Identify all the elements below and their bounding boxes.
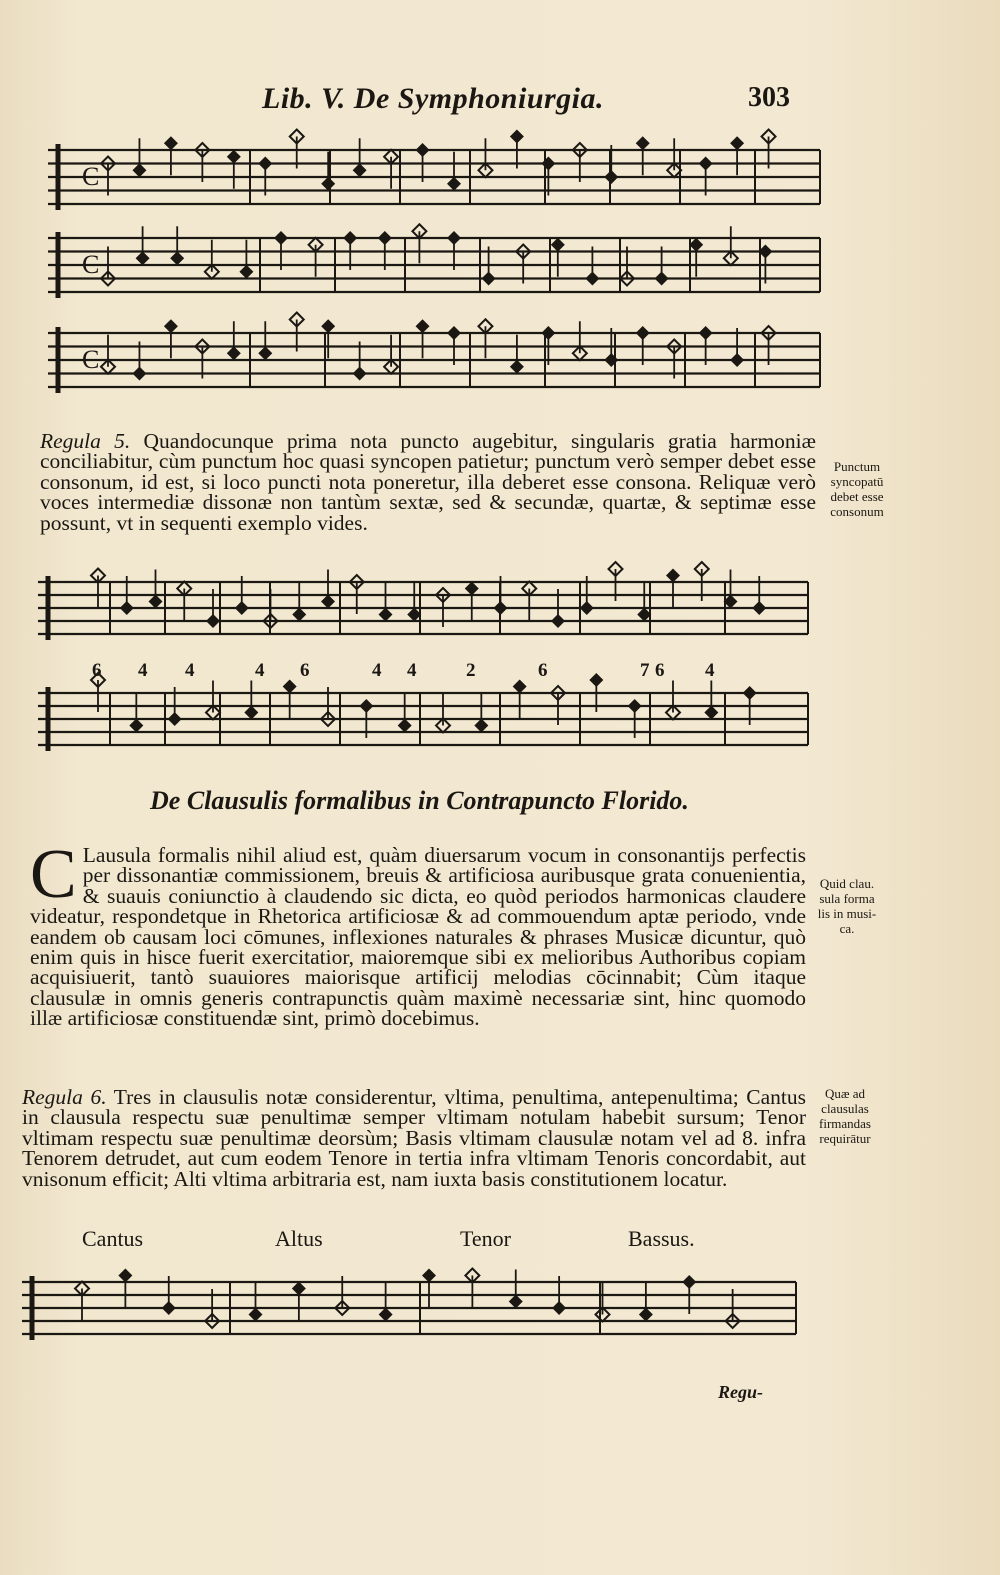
margin-note-3-line: requirātur [819,1131,871,1146]
voice-label-altus: Altus [275,1226,323,1251]
margin-note-2-line: lis in musi- [817,906,877,921]
regula-5-paragraph [40,431,816,533]
figured-bass-numeral: 2 [466,660,476,681]
time-signature: C [82,250,100,280]
section-heading: De Clausulis formalibus in Contrapuncto Florido. [150,786,689,815]
figured-bass-numeral: 6 [92,660,102,681]
voice-label-tenor: Tenor [460,1226,511,1251]
clausula-paragraph [30,836,806,1031]
time-signature: C [82,162,100,192]
margin-note-1-line: syncopatū [830,474,884,489]
margin-note-3-line: Quæ ad [824,1086,866,1101]
margin-note-2-line: sula forma [819,891,875,906]
margin-note-clausula [808,876,886,936]
running-title: Lib. V. De Symphoniurgia. [262,82,605,115]
figured-bass-numeral: 4 [138,660,148,681]
margin-note-1-line: consonum [830,504,884,519]
regula-6-paragraph [22,1087,806,1189]
figured-bass-numeral: 6 [300,660,310,681]
voice-label-cantus: Cantus [82,1226,144,1251]
page-number: 303 [748,82,790,113]
figured-bass-numeral: 4 [185,660,195,681]
margin-note-1-line: Punctum [833,459,881,474]
voice-label-bassus: Bassus. [628,1226,695,1251]
catchword: Regu- [718,1382,763,1402]
margin-note-3-line: firmandas [819,1116,871,1131]
figured-bass-numeral: 6 [655,660,665,681]
margin-note-requisites [806,1086,884,1146]
figured-bass-numeral: 4 [255,660,265,681]
drop-capital: C [30,836,77,913]
margin-note-1-line: debet esse [830,489,884,504]
clausula-text: Lausula formalis nihil aliud est, quàm diuersarum vocum in consonantijs perfectis per dissonantiæ commissionem, breuis & artificiosa auribusque grata conuenientia, & suauis coniunctio à claudendo sic dicta, eo quòd periodos harmonicas claudere videatur, respondetque in Rhetorica artificiosæ & ad commouendum aptæ periodo, vnde eandem ob causam loci cōmunes, inflexiones naturales & phrases Musicæ dicuntur, quò enim quis in hisce fuerit exercitatior, maioremque sibi ex melioribus Authoribus copiam acquisiuerit, tantò suauiores maiorisque artificij melodias cōcinnabit; Cùm itaque clausulæ in omnis generis contrapunctis quàm maximè necessariæ sint, hinc quomodo illæ artificiosæ constituendæ sint, primò docebimus. [30,843,806,1031]
margin-note-3-line: clausulas [821,1101,869,1116]
regula-5-text: Quandocunque prima nota puncto augebitur, singularis gratia harmoniæ conciliabitur, cùm punctum hoc quasi syncopen patietur; punctum verò semper debet esse consonum, id est, si loco puncti nota poneretur, illa deberet esse consona. Reliquæ verò voces intermediæ dissonæ non tantùm sextæ, sed & secundæ, quartæ, & septimæ esse possunt, vt in sequenti exemplo vides. [40,429,816,535]
figured-bass-numeral: 6 [538,660,548,681]
figured-bass-numeral: 4 [705,660,715,681]
regula-5-label: Regula 5. [40,429,131,453]
time-signature: C [82,345,100,375]
figured-bass-numeral: 4 [407,660,417,681]
figured-bass-numeral: 7 [640,660,650,681]
figured-bass-numeral: 4 [372,660,382,681]
margin-note-punctum [818,459,896,519]
margin-note-2-line: ca. [839,921,855,936]
regula-6-text: Tres in clausulis notæ considerentur, vltima, penultima, antepenultima; Cantus in clausula respectu suæ penultimæ semper vltimam notulam habebit sursum; Tenor vltimam respectu suæ penultimæ deorsùm; Basis vltimam clausulæ notam vel ad 8. infra Tenorem detrudet, aut cum eodem Tenore in tertia infra vltimam Tenoris concordabit, aut vnisonum efficit; Alti vltima arbitraria est, nam iuxta basis constitutionem locatur. [22,1085,806,1191]
margin-note-2-line: Quid clau. [819,876,875,891]
regula-6-label: Regula 6. [22,1085,107,1109]
